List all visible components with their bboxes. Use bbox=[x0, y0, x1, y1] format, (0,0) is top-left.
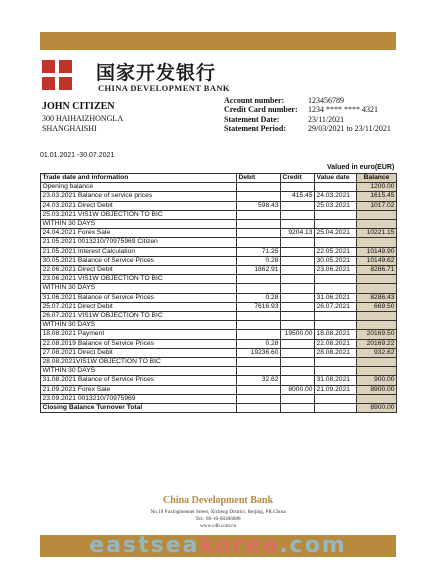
cell-value-date: 30.05.2021 bbox=[315, 256, 357, 265]
cell-description: 23.03.2021 Balance of service prices bbox=[41, 192, 237, 201]
cell-credit bbox=[281, 183, 315, 192]
cell-debit bbox=[237, 330, 281, 339]
cell-credit bbox=[281, 293, 315, 302]
cell-balance: 10149.90 bbox=[357, 247, 397, 256]
cell-value-date: 24.03.2021 bbox=[315, 192, 357, 201]
cell-debit bbox=[237, 404, 281, 413]
cell-value-date: 22.08.2021 bbox=[315, 339, 357, 348]
cell-balance: 8900.00 bbox=[357, 404, 397, 413]
cell-balance: 8286.43 bbox=[357, 293, 397, 302]
cell-value-date: 31.08.2021 bbox=[315, 376, 357, 385]
bank-logo-icon bbox=[42, 60, 72, 90]
cell-debit bbox=[237, 229, 281, 238]
cell-value-date: 25.03.2021 bbox=[315, 201, 357, 210]
account-number: 123456789 bbox=[308, 96, 344, 105]
table-row bbox=[41, 404, 397, 413]
cell-credit: 19500.00 bbox=[281, 330, 315, 339]
cell-description: WITHIN 30 DAYS bbox=[41, 220, 237, 229]
cell-balance: 932.62 bbox=[357, 348, 397, 357]
table-row bbox=[41, 256, 397, 265]
cell-credit bbox=[281, 302, 315, 311]
cell-debit bbox=[237, 192, 281, 201]
cell-description: Closing Balance Turnover Total bbox=[41, 404, 237, 413]
cell-description: 23.06.2021 VIS1W OBJECTION TO BIC bbox=[41, 275, 237, 284]
cell-description: 28.08.2021VIS1W OBJECTION TO BIC bbox=[41, 358, 237, 367]
cell-debit bbox=[237, 183, 281, 192]
cell-credit: 9204.13 bbox=[281, 229, 315, 238]
cell-description: 18.08.2021 Payment bbox=[41, 330, 237, 339]
table-row bbox=[41, 183, 397, 192]
watermark-part2: korea bbox=[199, 533, 280, 558]
card-number-label: Credit Card number: bbox=[224, 105, 298, 115]
cell-balance bbox=[357, 284, 397, 293]
table-row bbox=[41, 339, 397, 348]
footer-tel: Tel.: 86-10-68306688 bbox=[195, 516, 241, 522]
table-row bbox=[41, 376, 397, 385]
cell-balance: 20169.22 bbox=[357, 339, 397, 348]
cell-description: 26.07.2021 VIS1W OBJECTION TO BIC bbox=[41, 312, 237, 321]
cell-credit bbox=[281, 275, 315, 284]
cell-debit bbox=[237, 394, 281, 403]
statement-date-label: Statement Date: bbox=[224, 114, 280, 124]
cell-credit bbox=[281, 321, 315, 330]
header-description: Trade date and information bbox=[41, 174, 237, 183]
cell-value-date bbox=[315, 210, 357, 219]
cell-value-date: 28.08.2021 bbox=[315, 348, 357, 357]
cell-value-date bbox=[315, 284, 357, 293]
top-gold-bar bbox=[40, 32, 396, 50]
watermark-part1: eastsea bbox=[89, 533, 200, 558]
cell-balance: 8900.00 bbox=[357, 385, 397, 394]
cell-credit bbox=[281, 348, 315, 357]
cell-credit: 8000.00 bbox=[281, 385, 315, 394]
cell-description: WITHIN 30 DAYS bbox=[41, 321, 237, 330]
cell-description: 31.08.2021 Balance of Service Prices bbox=[41, 376, 237, 385]
cell-credit bbox=[281, 201, 315, 210]
cell-debit: 1862.91 bbox=[237, 266, 281, 275]
account-number-label: Account number: bbox=[224, 96, 285, 105]
cell-credit: 415.45 bbox=[281, 192, 315, 201]
table-row bbox=[41, 394, 397, 403]
cell-balance: 1017.02 bbox=[357, 201, 397, 210]
cell-debit bbox=[237, 275, 281, 284]
statement-period-label: Statement Period: bbox=[224, 123, 286, 133]
customer-name: JOHN CITIZEN bbox=[42, 101, 115, 112]
currency-note: Valued in euro(EUR) bbox=[327, 164, 395, 171]
cell-credit bbox=[281, 256, 315, 265]
cell-balance: 1200.00 bbox=[357, 183, 397, 192]
table-row bbox=[41, 284, 397, 293]
cell-description: 21.05.2021 0013210/70975969 Citizen bbox=[41, 238, 237, 247]
cell-balance bbox=[357, 321, 397, 330]
cell-debit bbox=[237, 312, 281, 321]
cell-value-date bbox=[315, 183, 357, 192]
cell-debit bbox=[237, 238, 281, 247]
cell-description: 30.05.2021 Balance of Service Prices bbox=[41, 256, 237, 265]
cell-value-date: 18.08.2021 bbox=[315, 330, 357, 339]
cell-debit bbox=[237, 367, 281, 376]
cell-credit bbox=[281, 312, 315, 321]
table-row bbox=[41, 293, 397, 302]
cell-debit: 7616.93 bbox=[237, 302, 281, 311]
statement-date: 23/11/2021 bbox=[308, 114, 345, 124]
cell-debit bbox=[237, 358, 281, 367]
cell-debit: 32.62 bbox=[237, 376, 281, 385]
customer-address-line2: SHANGHAISHI bbox=[42, 123, 97, 133]
cell-description: 22.06.2021 Direct Debit bbox=[41, 266, 237, 275]
statement-period: 29/03/2021 to 23/11/2021 bbox=[308, 123, 391, 133]
footer-bank-name: China Development Bank bbox=[162, 495, 273, 506]
footer-address: No.18 Fuxingmennei Street, Xicheng District, Beijing, PR.China bbox=[150, 509, 286, 515]
cell-value-date bbox=[315, 275, 357, 284]
cell-debit bbox=[237, 321, 281, 330]
cell-debit bbox=[237, 210, 281, 219]
table-row bbox=[41, 367, 397, 376]
cell-value-date bbox=[315, 358, 357, 367]
cell-balance bbox=[357, 367, 397, 376]
bank-name-english: CHINA DEVELOPMENT BANK bbox=[98, 83, 230, 93]
table-row bbox=[41, 348, 397, 357]
cell-credit bbox=[281, 220, 315, 229]
cell-debit: 598.43 bbox=[237, 201, 281, 210]
cell-description: 22.08.2019 Balance of Service Prices bbox=[41, 339, 237, 348]
bank-name-chinese: 国家开发银行 bbox=[96, 62, 217, 84]
cell-description: WITHIN 30 DAYS bbox=[41, 367, 237, 376]
table-row bbox=[41, 247, 397, 256]
cell-balance: 8286.71 bbox=[357, 266, 397, 275]
cell-balance: 10221.15 bbox=[357, 229, 397, 238]
table-row bbox=[41, 210, 397, 219]
cell-description: 21.09.2021 Forex Sale bbox=[41, 385, 237, 394]
cell-balance bbox=[357, 358, 397, 367]
cell-value-date bbox=[315, 404, 357, 413]
cell-value-date: 25.04.2021 bbox=[315, 229, 357, 238]
table-row bbox=[41, 302, 397, 311]
cell-description: 24.04.2021 Forex Sale bbox=[41, 229, 237, 238]
cell-balance bbox=[357, 394, 397, 403]
cell-description: Opening balance bbox=[41, 183, 237, 192]
cell-value-date bbox=[315, 321, 357, 330]
header-balance: Balance bbox=[357, 174, 397, 183]
cell-credit bbox=[281, 238, 315, 247]
table-row bbox=[41, 238, 397, 247]
header-value-date: Value date bbox=[315, 174, 357, 183]
cell-debit: 0.28 bbox=[237, 293, 281, 302]
cell-credit bbox=[281, 266, 315, 275]
cell-balance: 1615.45 bbox=[357, 192, 397, 201]
cell-credit bbox=[281, 367, 315, 376]
cell-debit: 0.28 bbox=[237, 256, 281, 265]
cell-description: 23.09.2021 0013210/70975969 bbox=[41, 394, 237, 403]
cell-value-date bbox=[315, 238, 357, 247]
table-row bbox=[41, 229, 397, 238]
watermark-part3: .com bbox=[279, 533, 347, 558]
cell-value-date: 26.07.2021 bbox=[315, 302, 357, 311]
cell-credit bbox=[281, 247, 315, 256]
table-row bbox=[41, 266, 397, 275]
header-credit: Credit bbox=[281, 174, 315, 183]
cell-description: 25.07.2021 Direct Debit bbox=[41, 302, 237, 311]
cell-balance bbox=[357, 210, 397, 219]
cell-balance: 669.50 bbox=[357, 302, 397, 311]
transactions-table bbox=[40, 173, 397, 413]
cell-balance: 900.00 bbox=[357, 376, 397, 385]
cell-description: 21.05.2021 Interest Calculation bbox=[41, 247, 237, 256]
cell-value-date: 31.06.2021 bbox=[315, 293, 357, 302]
cell-value-date bbox=[315, 394, 357, 403]
cell-balance bbox=[357, 220, 397, 229]
cell-debit: 0.28 bbox=[237, 339, 281, 348]
cell-debit: 71.25 bbox=[237, 247, 281, 256]
cell-value-date: 23.06.2021 bbox=[315, 266, 357, 275]
cell-balance: 10149.62 bbox=[357, 256, 397, 265]
header-debit: Debit bbox=[237, 174, 281, 183]
cell-balance bbox=[357, 238, 397, 247]
footer-website: www.cdb.com.cn bbox=[199, 523, 237, 529]
account-info bbox=[224, 96, 391, 133]
cell-debit bbox=[237, 385, 281, 394]
cell-debit bbox=[237, 284, 281, 293]
cell-debit bbox=[237, 220, 281, 229]
cell-value-date: 21.09.2021 bbox=[315, 385, 357, 394]
cell-credit bbox=[281, 284, 315, 293]
cell-description: 31.06.2021 Balance of Service Prices bbox=[41, 293, 237, 302]
cell-debit: 19236.60 bbox=[237, 348, 281, 357]
cell-credit bbox=[281, 404, 315, 413]
table-row bbox=[41, 275, 397, 284]
cell-description: WITHIN 30 DAYS bbox=[41, 284, 237, 293]
table-row bbox=[41, 220, 397, 229]
table-row bbox=[41, 330, 397, 339]
cell-description: 24.03.2021 Direct Debit bbox=[41, 201, 237, 210]
table-row bbox=[41, 201, 397, 210]
table-row bbox=[41, 312, 397, 321]
cell-description: 25.03.2021 VIS1W OBJECTION TO BIC bbox=[41, 210, 237, 219]
customer-address bbox=[42, 114, 123, 133]
cell-balance bbox=[357, 275, 397, 284]
cell-credit bbox=[281, 210, 315, 219]
card-number: 1234 **** **** 4321 bbox=[308, 105, 378, 115]
table-row bbox=[41, 321, 397, 330]
table-row bbox=[41, 358, 397, 367]
cell-credit bbox=[281, 376, 315, 385]
watermark bbox=[40, 533, 396, 558]
cell-balance: 20169.50 bbox=[357, 330, 397, 339]
cell-value-date bbox=[315, 220, 357, 229]
cell-value-date: 22.05.2021 bbox=[315, 247, 357, 256]
cell-credit bbox=[281, 358, 315, 367]
cell-value-date bbox=[315, 367, 357, 376]
cell-credit bbox=[281, 394, 315, 403]
table-row bbox=[41, 385, 397, 394]
table-row bbox=[41, 192, 397, 201]
cell-balance bbox=[357, 312, 397, 321]
customer-address-line1: 300 HAIHAIZHONGLA bbox=[42, 114, 124, 123]
cell-credit bbox=[281, 339, 315, 348]
cell-description: 27.08.2021 Direct Debit bbox=[41, 348, 237, 357]
cell-value-date bbox=[315, 312, 357, 321]
period-range: 01.01.2021 -30.07.2021 bbox=[40, 152, 115, 159]
table-header-row bbox=[41, 174, 397, 183]
